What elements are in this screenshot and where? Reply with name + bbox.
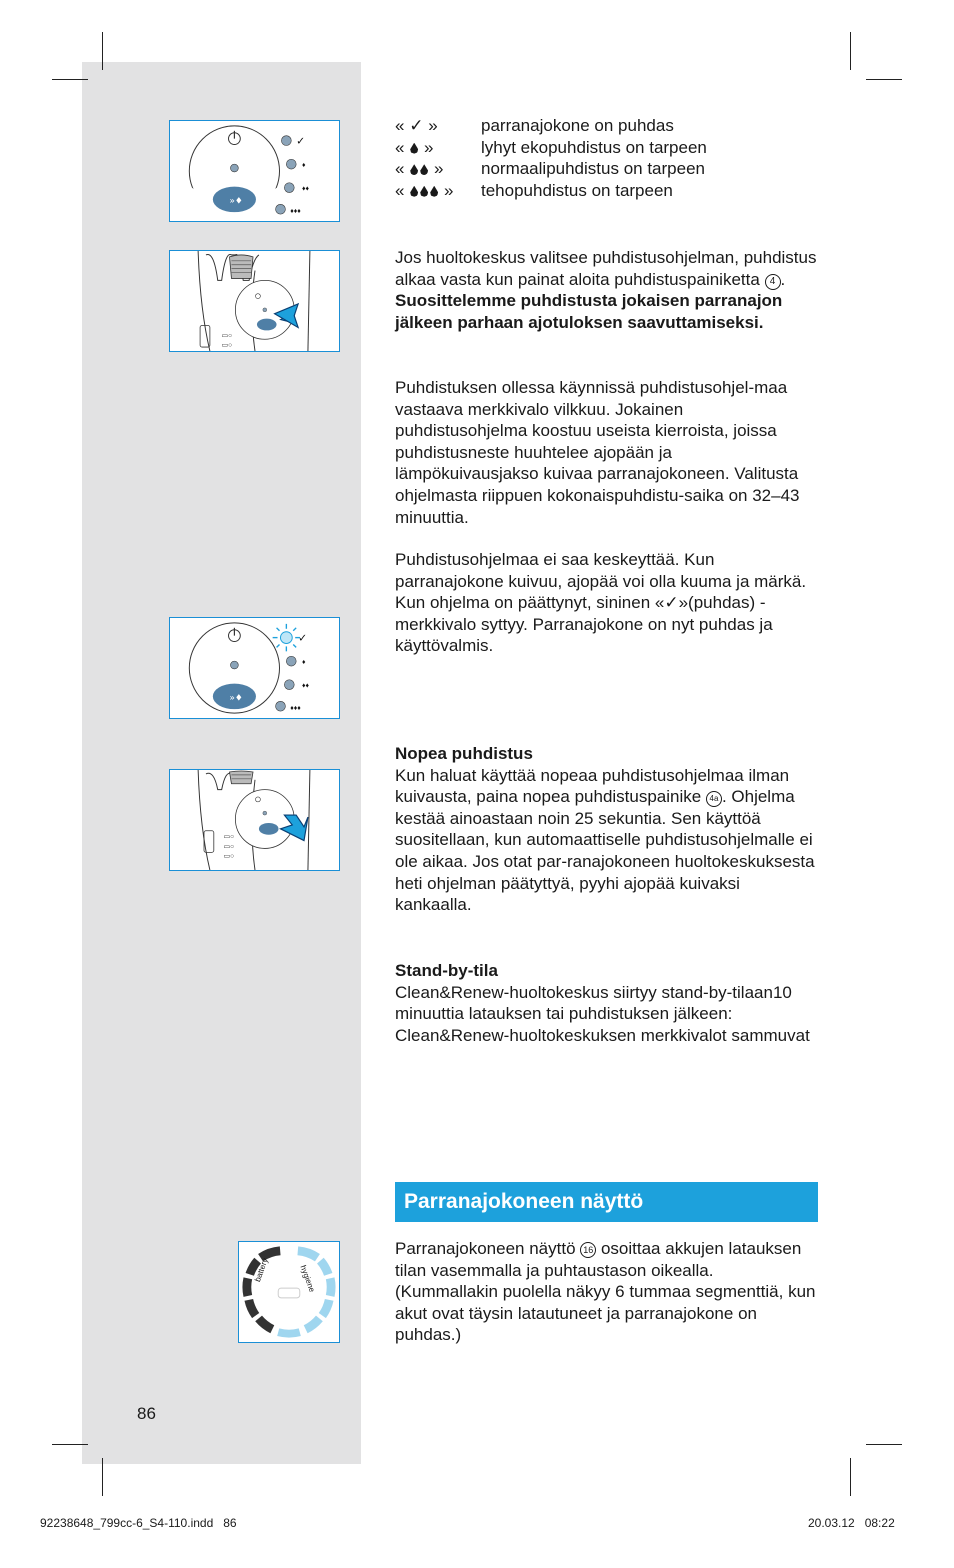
display-label-battery: battery (253, 1257, 270, 1284)
section-heading: Parranajokoneen näyttö (395, 1182, 818, 1222)
legend-row-three-drops: « » tehopuhdistus on tarpeen (395, 180, 673, 200)
page-number: 86 (137, 1404, 156, 1423)
legend-row-two-drops: « » normaalipuhdistus on tarpeen (395, 159, 705, 179)
indicator-legend (395, 115, 815, 201)
check-icon: ✓ (409, 116, 424, 135)
control-panel-illustration (169, 120, 340, 222)
paragraph-cleaning-process: Puhdistuksen ollessa käynnissä puhdistusohjel-maa vastaava merkkivalo vilkkuu. Jokainen puhdistusohjelma koostuu useista kierroista, joissa puhdistusneste huuhtelee ajopään ja lämpökuivausjakso kuivaa parranajokoneen. Valitusta ohjelmasta riippuen kokonaispuhdistu-saika on 32–43 minuuttia. (395, 378, 800, 527)
svg-text:♦: ♦ (302, 659, 306, 667)
svg-text:♦♦: ♦♦ (302, 682, 310, 690)
paragraph-shaver-display: Parranajokoneen näyttö 16 osoittaa akkujen latauksen tilan vasemmalla ja puhtaustason oikealla. (Kummallakin puolella näkyy 6 tummaa segmenttiä, kun akut ovat täysin latautuneet ja parranajokone on puhdas.) (395, 1239, 816, 1345)
subheading: Nopea puhdistus (395, 744, 533, 763)
section-quick-clean: Nopea puhdistus Kun haluat käyttää nopeaa puhdistusohjelmaa ilman kuivausta, paina nopea puhdistuspainike 4a . Ohjelma kestää ainoastaan noin 25 sekuntia. Sen käyttöä suositellaan, kun automaattiselle puhdistusohjelmalle ei ole aikaa. Jos otat par-ranajokoneen huoltokeskuksesta heti ohjelman päätyttyä, pyyhi ajopää kuivaksi kankaalla. (395, 744, 815, 915)
crop-mark (102, 32, 103, 70)
section-standby: Stand-by-tila Clean&Renew-huoltokeskus siirtyy stand-by-tilaan10 minuuttia latauksen tai puhdistuksen jälkeen: Clean&Renew-huoltokeskuksen merkkivalot sammuvat (395, 961, 810, 1045)
svg-text:♦♦: ♦♦ (302, 185, 310, 193)
svg-text:▭○: ▭○ (221, 332, 233, 340)
control-panel-clean-lit-illustration (169, 617, 340, 719)
legend-row-clean: « ✓ » parranajokone on puhdas (395, 116, 674, 135)
svg-text:▭○: ▭○ (221, 342, 233, 350)
paragraph-start-cleaning: Jos huoltokeskus valitsee puhdistusohjelman, puhdistus alkaa vasta kun painat aloita puhdistuspainiketta 4 . Suosittelemme puhdistusta jokaisen parranajon jälkeen parhaan ajotuloksen saavuttamiseksi. (395, 248, 817, 332)
reference-number: 4 (765, 274, 781, 290)
svg-text:♦♦♦: ♦♦♦ (290, 705, 301, 713)
drop-icon (420, 164, 428, 175)
station-quick-clean-button-illustration (169, 769, 340, 871)
shaver-display-illustration (238, 1241, 340, 1343)
drop-icon (420, 186, 428, 197)
legend-text: parranajokone on puhdas (481, 116, 674, 135)
display-label-hygiene: hygiene (298, 1264, 317, 1294)
crop-mark (52, 79, 88, 80)
legend-text: lyhyt ekopuhdistus on tarpeen (481, 137, 707, 157)
svg-text:✓: ✓ (296, 135, 306, 148)
legend-row-one-drop: « » lyhyt ekopuhdistus on tarpeen (395, 137, 707, 157)
paragraph-do-not-interrupt: Puhdistusohjelmaa ei saa keskeyttää. Kun parranajokone kuivuu, ajopää voi olla kuuma ja märkä. Kun ohjelma on päättynyt, sininen «✓»(puhdas) -merkkivalo syttyy. Parranajokone on nyt puhdas ja käyttövalmis. (395, 550, 807, 656)
crop-mark (102, 1458, 103, 1496)
svg-text:▭○: ▭○ (223, 853, 235, 861)
drop-icon (410, 164, 418, 175)
footer-file-info: 92238648_799cc-6_S4-110.indd 86 (40, 1516, 237, 1530)
crop-mark (850, 1458, 851, 1496)
reference-number: 16 (580, 1242, 596, 1258)
legend-text: normaalipuhdistus on tarpeen (481, 159, 705, 179)
crop-mark (850, 32, 851, 70)
svg-text:▭○: ▭○ (223, 833, 235, 841)
station-start-button-illustration (169, 250, 340, 352)
svg-text:»♦: »♦ (229, 196, 243, 207)
svg-text:»♦: »♦ (229, 693, 243, 704)
crop-mark (866, 1444, 902, 1445)
drop-icon (410, 143, 418, 154)
check-icon: ✓ (664, 593, 679, 613)
reference-number: 4a (706, 791, 722, 807)
footer-date-time: 20.03.12 08:22 (808, 1516, 895, 1530)
subheading: Stand-by-tila (395, 961, 498, 980)
crop-mark (866, 79, 902, 80)
svg-text:✓: ✓ (298, 632, 308, 645)
crop-mark (52, 1444, 88, 1445)
svg-text:♦♦♦: ♦♦♦ (290, 208, 301, 216)
legend-text: tehopuhdistus on tarpeen (481, 180, 673, 200)
svg-text:♦: ♦ (302, 162, 306, 170)
drop-icon (410, 186, 418, 197)
svg-text:▭○: ▭○ (223, 843, 235, 851)
drop-icon (430, 186, 438, 197)
